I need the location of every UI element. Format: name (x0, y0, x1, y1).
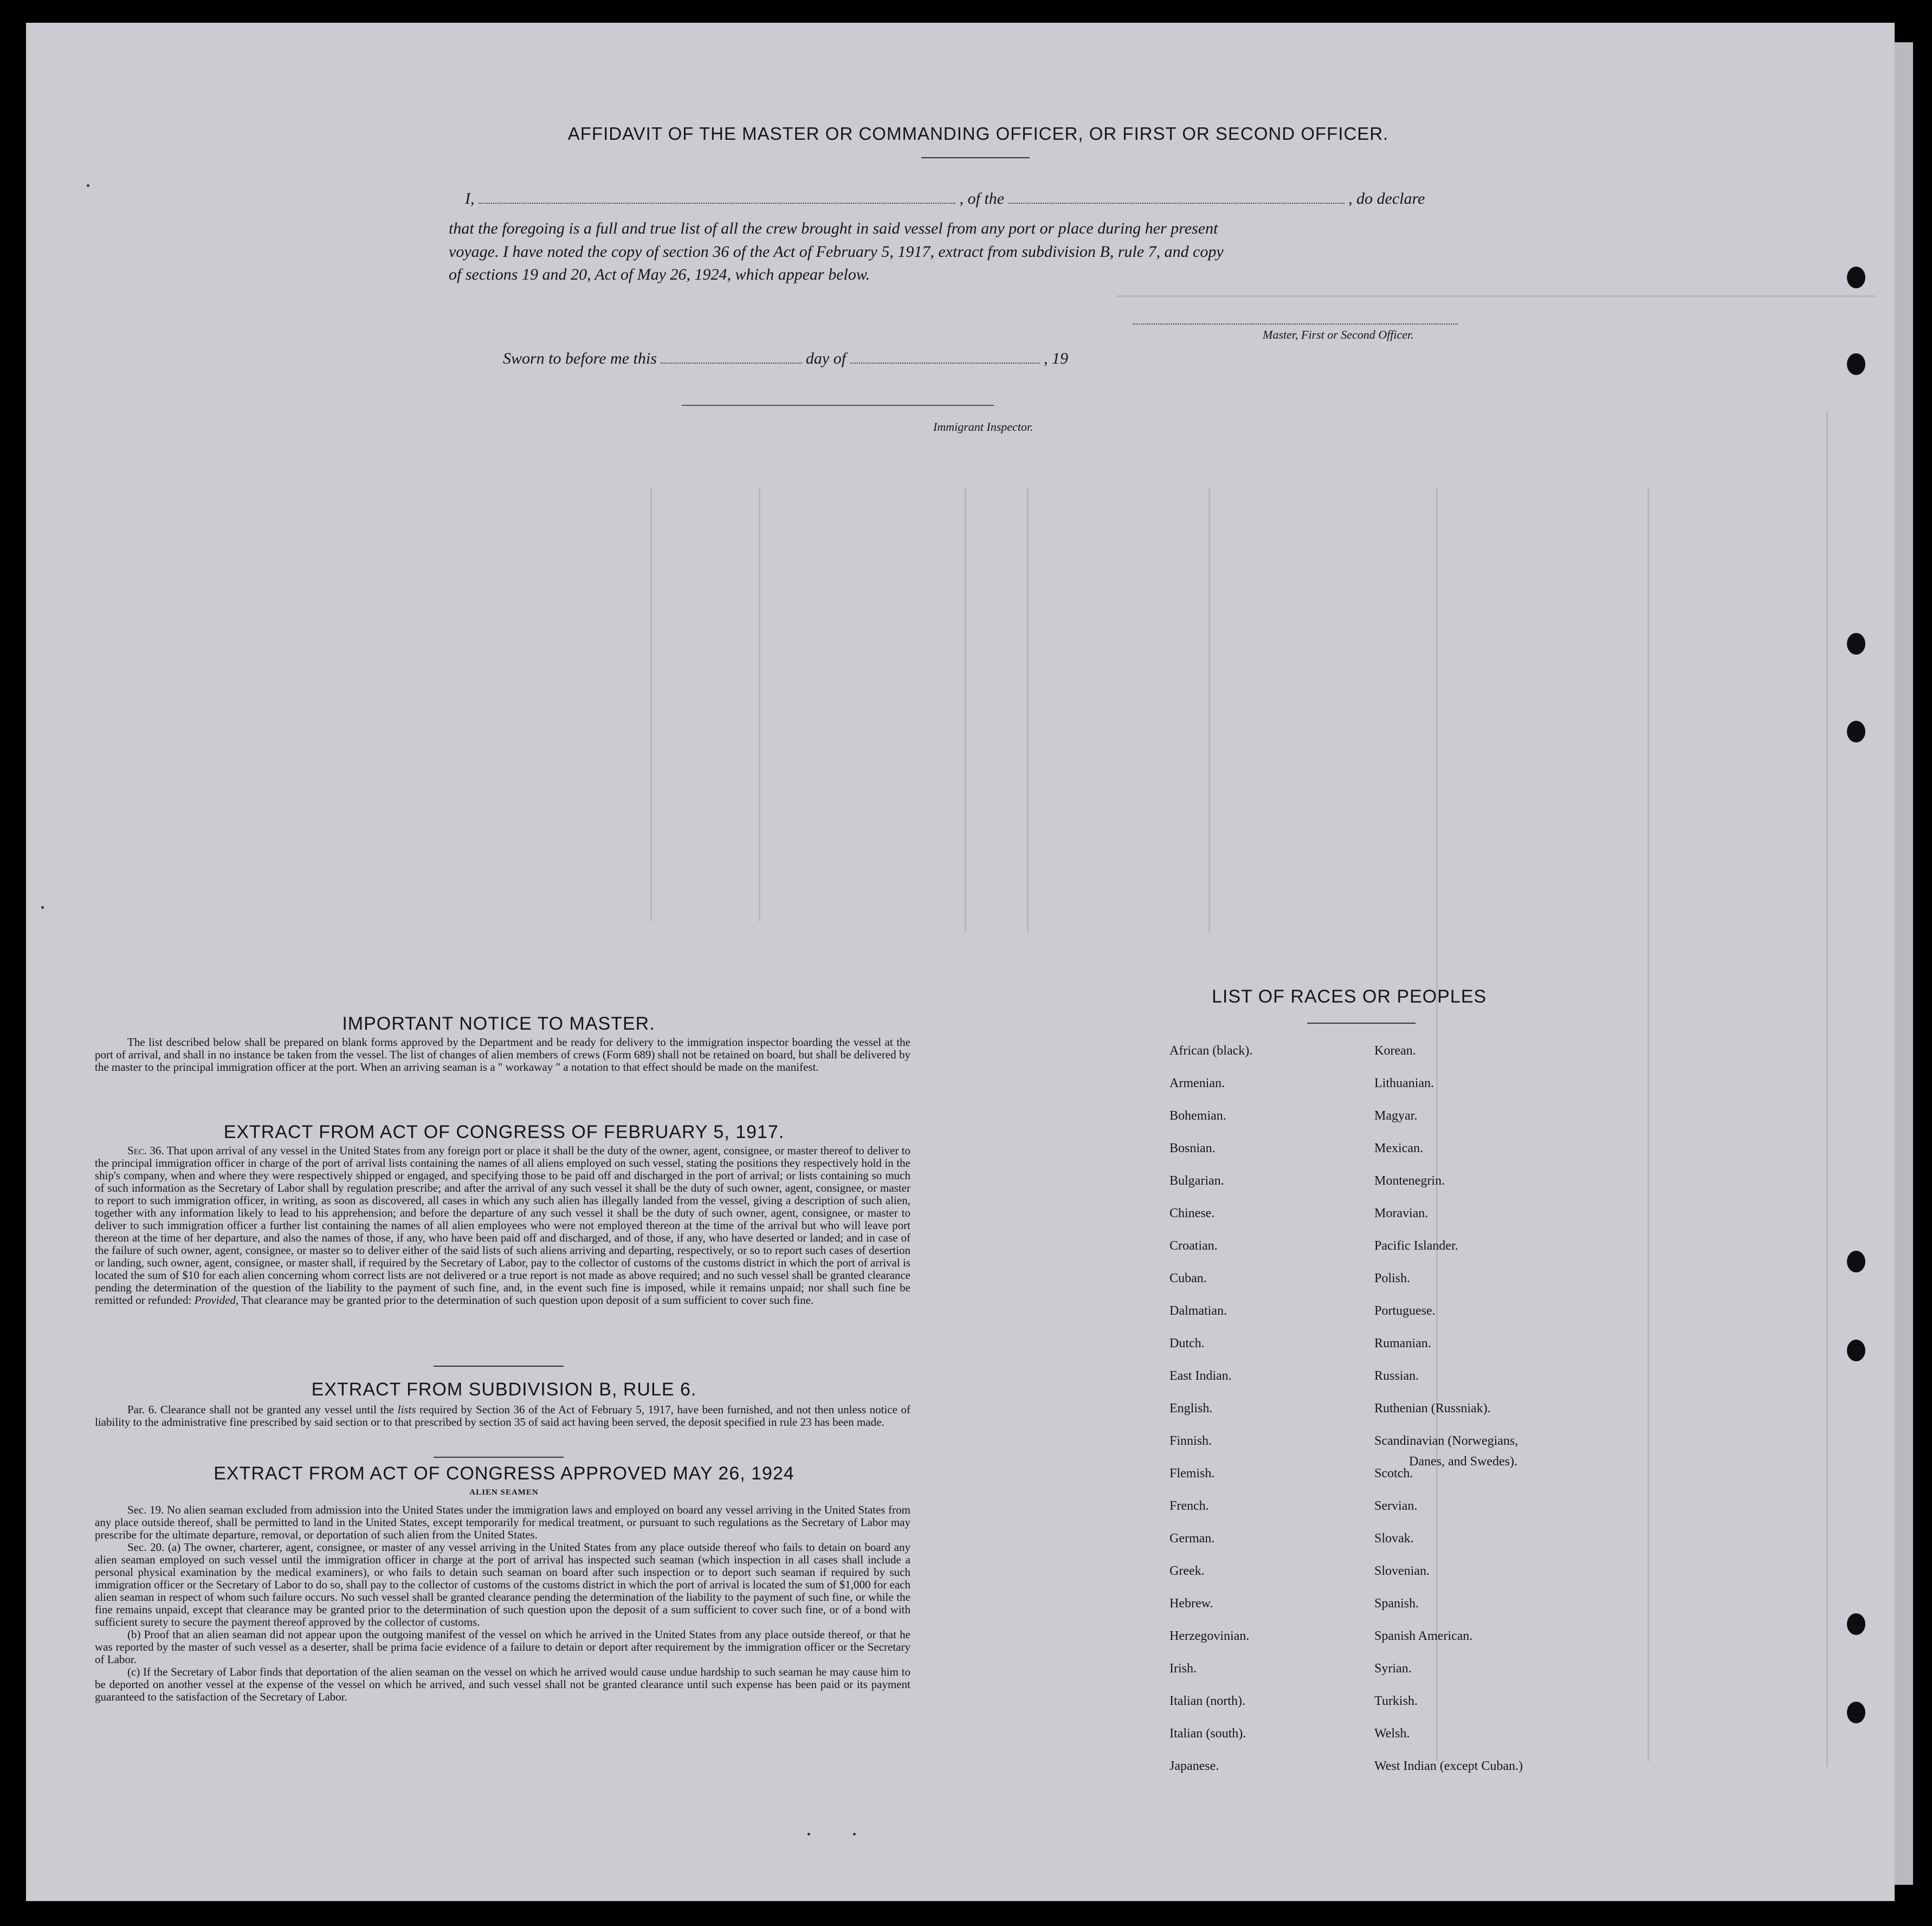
rule6-body-a: Par. 6. Clearance shall not be granted any vessel until the (127, 1403, 395, 1416)
bleed-through-rule (1027, 488, 1029, 932)
race-item: Bohemian. (1169, 1109, 1226, 1123)
race-item: Syrian. (1374, 1662, 1412, 1676)
sworn-label: Sworn to before me this (503, 350, 657, 367)
race-item: Korean. (1374, 1044, 1416, 1058)
rule6-text (95, 1404, 910, 1429)
races-column-1 (1169, 1044, 1252, 1792)
race-item: Slovenian. (1374, 1564, 1430, 1578)
race-item: Spanish American. (1374, 1629, 1473, 1643)
rule6-block (95, 1404, 910, 1429)
inspector-label: Immigrant Inspector. (933, 420, 1033, 434)
rule6-title: EXTRACT FROM SUBDIVISION B, RULE 6. (311, 1379, 697, 1400)
bleed-through-rule (1116, 295, 1875, 297)
do-declare-label: , do declare (1348, 190, 1425, 208)
race-item: Scandinavian (Norwegians, (1374, 1434, 1519, 1448)
extract-1924-subtitle: ALIEN SEAMEN (469, 1488, 539, 1497)
binder-hole (1847, 1613, 1865, 1635)
extract-1917-section-label: Sec. 36. (127, 1144, 164, 1157)
bleed-through-rule (759, 488, 760, 921)
races-continuation: Danes, and Swedes). (1409, 1455, 1517, 1469)
divider-rule (434, 1457, 564, 1458)
race-item: Mexican. (1374, 1141, 1423, 1155)
declaration-line-3: voyage. I have noted the copy of section 36 of the Act of February 5, 1917, extract from subdivision B, rule 7, and copy (449, 243, 1224, 261)
extract-1924-sec20b: (b) Proof that an alien seaman did not appear upon the outgoing manifest of the vessel on which he arrived in the United States from any place outside thereof, or that he was reported by the master of such vessel as a deserter, shall be prima facie evidence of a failure to detain or deport after requirement by the immigration officer or the Secretary of Labor. (95, 1628, 910, 1666)
race-item: Montenegrin. (1374, 1174, 1445, 1188)
race-item: Turkish. (1374, 1694, 1418, 1708)
race-item: Dutch. (1169, 1336, 1205, 1350)
bleed-through-rule (650, 488, 652, 921)
extract-1924-sec20a: Sec. 20. (a) The owner, charterer, agent, consignee, or master of any vessel arriving in the United States from any place outside thereof who fails to detain on board any alien seaman employed on such vessel until the immigration officer in charge at the port of arrival has inspected such seaman (which inspection in all cases shall include a personal physical examination by the medical examiners), or who fails to detain such seaman on board after such inspection or to deport such seaman if required by such immigration officer or the Secretary of Labor to do so, shall pay to the collector of customs of the customs district in which the port of arrival is located the sum of $1,000 for each alien seaman in respect of whom such failure occurs. No such vessel shall be granted clearance pending the determination of the liability to the payment of such fine, or while the fine remains unpaid, except that clearance may be granted prior to the determination of such question upon the deposit of a sum sufficient to cover such fine, or of a bond with sufficient surety to secure the payment thereof approved by the collector of customs. (95, 1541, 910, 1628)
speck (87, 184, 89, 187)
race-item: East Indian. (1169, 1369, 1232, 1383)
binder-hole (1847, 633, 1865, 655)
bleed-through-rule (1209, 488, 1210, 932)
declaration-line-4: of sections 19 and 20, Act of May 26, 1924, which appear below. (449, 266, 870, 283)
binder-hole (1847, 1702, 1865, 1723)
race-item: Welsh. (1374, 1727, 1410, 1741)
extract-1917-text (95, 1145, 910, 1307)
bleed-through-rule (1647, 488, 1649, 1761)
sworn-day-field[interactable] (661, 363, 802, 364)
notice-text-block (95, 1036, 910, 1074)
extract-1917-provided: Provided, (194, 1294, 239, 1307)
race-item: Italian (north). (1169, 1694, 1245, 1708)
affidavit-title: AFFIDAVIT OF THE MASTER OR COMMANDING OFFICER, OR FIRST OR SECOND OFFICER. (567, 124, 1389, 144)
race-item: Bulgarian. (1169, 1174, 1224, 1188)
speck (853, 1833, 856, 1835)
declaration-line-2: that the foregoing is a full and true list of all the crew brought in said vessel from any port or place during her present (449, 219, 1218, 237)
race-item: Chinese. (1169, 1206, 1215, 1220)
rule6-body-b: required by Section 36 of the Act of February 5, 1917, have been furnished, and not then unless notice of liability to the administrative fine prescribed by said section or to that prescribed by section 35 of said act having been served, the deposit specified in rule 23 has been made. (95, 1403, 911, 1429)
title-underline (921, 157, 1030, 158)
race-item: Lithuanian. (1374, 1076, 1434, 1090)
speck (41, 906, 44, 909)
race-item: Hebrew. (1169, 1597, 1213, 1611)
extract-1917-body: That upon arrival of any vessel in the United States from any foreign port or place it shall be the duty of the owner, agent, consignee, or master thereof to deliver to the principal immigration officer in charge of the port of arrival lists containing the names of all aliens employed on such vessel, stating the positions they respectively hold in the ship's company, when and where they were respectively shipped or engaged, and specifying those to be paid off and discharged in the port of arrival; or lists containing so much of such information as the Secretary of Labor shall by regulation prescribe; and after the arrival of any such vessel it shall be the duty of such owner, agent, consignee, or master to report to such immigration officer, in writing, as soon as discovered, all cases in which any such alien has illegally landed from the vessel, giving a description of such alien, together with any information likely to lead to his apprehension; and before the departure of any such vessel it shall be the duty of such owner, agent, consignee, or master to deliver to such immigration officer a further list containing the names of all alien employees who were not employed thereon at the time of the arrival but who will leave port thereon at the time of her departure, and also the names of those, if any, who have been paid off and discharged, and of those, if any, who have deserted or landed; and in case of the failure of such owner, agent, consignee, or master so to deliver either of the said lists of such aliens arriving and departing, respectively, or so to report such cases of desertion or landing, such owner, agent, consignee, or master shall, if required by the Secretary of Labor, pay to the collector of customs of the customs district in which the port of arrival is located the sum of $10 for each alien concerning whom correct lists are not delivered or a true report is not made as above required; and no such vessel shall be granted clearance pending the determination of the question of the liability to the payment of such fine, and, in the event such fine is imposed, while it remains unpaid; nor shall such fine be remitted or refunded: (95, 1144, 910, 1307)
race-item: Magyar. (1374, 1109, 1418, 1123)
race-item: Flemish. (1169, 1466, 1215, 1481)
extract-1924-sec20c: (c) If the Secretary of Labor finds that deportation of the alien seaman on the vessel on which he arrived would cause undue hardship to such seaman he may cause him to be deported on another vessel at the expense of the vessel on which he arrived, and such vessel shall not be granted clearance until such expense has been paid or its payment guaranteed to the satisfaction of the Secretary of Labor. (95, 1665, 910, 1703)
races-title: LIST OF RACES OR PEOPLES (1212, 986, 1487, 1007)
extract-1917-title: EXTRACT FROM ACT OF CONGRESS OF FEBRUARY 5, 1917. (223, 1122, 785, 1142)
binder-hole (1847, 721, 1865, 742)
race-item: Pacific Islander. (1374, 1239, 1458, 1253)
race-item: Scotch. (1374, 1466, 1413, 1481)
race-item: Dalmatian. (1169, 1304, 1227, 1318)
sworn-line (503, 350, 1068, 368)
race-item: Cuban. (1169, 1271, 1207, 1285)
race-item: Polish. (1374, 1271, 1411, 1285)
extract-1924-title: EXTRACT FROM ACT OF CONGRESS APPROVED MAY 26, 1924 (214, 1463, 794, 1484)
races-title-underline (1307, 1023, 1416, 1024)
sworn-month-field[interactable] (850, 363, 1040, 364)
extract-1917-tail: That clearance may be granted prior to the determination of such question upon deposit of a sum sufficient to cover such fine. (241, 1294, 814, 1307)
day-of-label: day of (805, 350, 847, 367)
race-item: French. (1169, 1499, 1209, 1513)
extract-1917-block (95, 1145, 910, 1307)
race-item: Russian. (1374, 1369, 1419, 1383)
notice-text: The list described below shall be prepared on blank forms approved by the Department and be ready for delivery to the immigration inspector boarding the vessel at the port of arrival, and shall in no instance be taken from the vessel. The list of changes of alien members of crews (Form 689) shall not be retained on board, but shall be delivered by the master to the principal immigration officer at the port. When an arriving seaman is a " workaway " a notation to that effect should be made on the manifest. (95, 1036, 910, 1074)
race-item: Italian (south). (1169, 1727, 1246, 1741)
race-item: Japanese. (1169, 1759, 1219, 1773)
race-item: Slovak. (1374, 1531, 1414, 1546)
inspector-signature-field[interactable] (682, 404, 994, 406)
binder-hole (1847, 353, 1865, 375)
binder-hole (1847, 267, 1865, 288)
race-item: English. (1169, 1401, 1213, 1416)
binder-hole (1847, 1251, 1865, 1272)
rule6-lists: lists (397, 1403, 416, 1416)
race-item: Ruthenian (Russniak). (1374, 1401, 1491, 1416)
declarant-name-field[interactable] (479, 203, 955, 204)
officer-signature-field[interactable] (1133, 322, 1458, 325)
race-item: Greek. (1169, 1564, 1205, 1578)
race-item: Portuguese. (1374, 1304, 1436, 1318)
bleed-through-rule (1826, 412, 1828, 1767)
of-the-label: , of the (959, 190, 1004, 208)
page-edge (1895, 42, 1913, 1885)
race-item: West Indian (except Cuban.) (1374, 1759, 1523, 1773)
race-item: Rumanian. (1374, 1336, 1431, 1350)
divider-rule (434, 1366, 564, 1367)
race-item: Irish. (1169, 1662, 1197, 1676)
race-item: Bosnian. (1169, 1141, 1216, 1155)
race-item: Spanish. (1374, 1597, 1419, 1611)
vessel-name-field[interactable] (1009, 203, 1345, 204)
race-item: Herzegovinian. (1169, 1629, 1250, 1643)
bleed-through-rule (965, 488, 966, 932)
declarant-label: I, (465, 190, 475, 208)
speck (807, 1833, 810, 1835)
binder-hole (1847, 1340, 1865, 1361)
race-item: German. (1169, 1531, 1215, 1546)
extract-1924-block (95, 1504, 910, 1703)
extract-1924-sec19: Sec. 19. No alien seaman excluded from admission into the United States under the immigration laws and employed on board any vessel arriving in the United States from any place outside thereof, shall be permitted to land in the United States, except temporarily for medical treatment, or pursuant to such regulations as the Secretary of Labor may prescribe for the ultimate departure, removal, or deportation of such alien from the United States. (95, 1503, 910, 1541)
race-item: Croatian. (1169, 1239, 1218, 1253)
notice-title: IMPORTANT NOTICE TO MASTER. (342, 1013, 655, 1034)
race-item: Armenian. (1169, 1076, 1225, 1090)
declaration-line-1 (465, 190, 1425, 208)
officer-signature-label: Master, First or Second Officer. (1263, 328, 1414, 341)
race-item: African (black). (1169, 1044, 1253, 1058)
race-item: Finnish. (1169, 1434, 1212, 1448)
year-label: , 19 (1044, 350, 1069, 367)
race-item: Moravian. (1374, 1206, 1429, 1220)
races-column-2 (1374, 1044, 1523, 1792)
race-item: Servian. (1374, 1499, 1418, 1513)
